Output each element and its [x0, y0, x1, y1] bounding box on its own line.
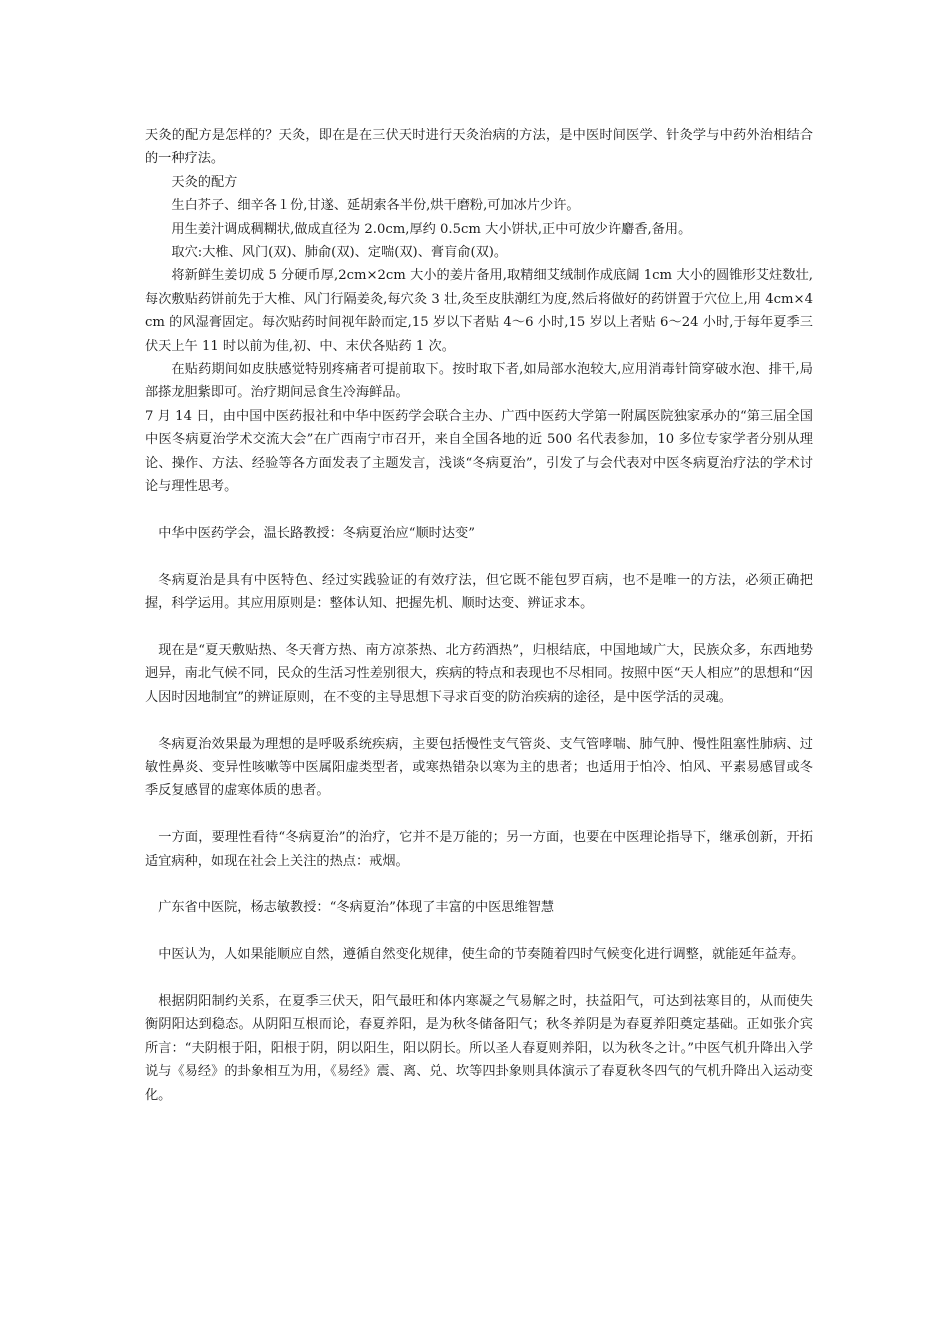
formula-preparation: 用生姜汁调成稠糊状,做成直径为 2.0cm,厚约 0.5cm 大小饼状,正中可放少许麝香,备用。 [171, 221, 692, 237]
formula-ingredients: 生白芥子、细辛各１份,甘遂、延胡索各半份,烘干磨粉,可加冰片少许。 [171, 198, 580, 214]
moxibustion-procedure: 将新鲜生姜切成 5 分硬币厚,2cm×2cm 大小的姜片备用,取精细艾绒制作成底阔 1cm 大小的圆锥形艾炷数壮,每次敷贴药饼前先于大椎、风门行隔姜灸,每穴灸 3 壮,灸至皮肤潮红为度,然后将做好的药饼置于穴位上,用 4cm×4cm 的风湿膏固定。每次贴药时间视年龄而定,15 岁以下者贴 4～6 小时,15 岁以上者贴 6～24 小时,于每年夏季三伏天上午 11 时以前为佳,初、中、末伏各贴药 1 次。 [145, 268, 813, 354]
intro-paragraph: 天灸的配方是怎样的？天灸，即在是在三伏天时进行天灸治病的方法，是中医时间医学、针灸学与中药外治相结合的一种疗法。 [145, 128, 813, 167]
section-heading-wen: 中华中医药学会，温长路教授：冬病夏治应“顺时达变” [158, 525, 475, 541]
wen-paragraph-4: 一方面，要理性看待“冬病夏治”的治疗，它并不是万能的；另一方面，也要在中医理论指导下，继承创新，开拓适宜病种，如现在社会上关注的热点：戒烟。 [145, 830, 813, 869]
acupoint-selection: 取穴:大椎、风门(双)、肺俞(双)、定喘(双)、膏肓俞(双)。 [171, 245, 508, 261]
document-page [145, 124, 813, 1107]
wen-paragraph-3: 冬病夏治效果最为理想的是呼吸系统疾病，主要包括慢性支气管炎、支气管哮喘、肺气肿、慢性阻塞性肺病、过敏性鼻炎、变异性咳嗽等中医属阳虚类型者，或寒热错杂以寒为主的患者；也适用于怕冷、怕风、平素易感冒或冬季反复感冒的虚寒体质的患者。 [145, 736, 813, 799]
wen-paragraph-2: 现在是“夏天敷贴热、冬天膏方热、南方凉茶热、北方药酒热”，归根结底，中国地域广大，民族众多，东西地势迥异，南北气候不同，民众的生活习性差别很大，疾病的特点和表现也不尽相同。按照中医“天人相应”的思想和“因人因时因地制宜”的辨证原则，在不变的主导思想下寻求百变的防治疾病的途径，是中医学活的灵魂。 [145, 642, 813, 705]
conference-paragraph: 7 月 14 日，由中国中医药报社和中华中医药学会联合主办、广西中医药大学第一附属医院独家承办的“第三届全国中医冬病夏治学术交流大会”在广西南宁市召开，来自全国各地的近 500 名代表参加，10 多位专家学者分别从理论、操作、方法、经验等各方面发表了主题发言，浅谈“冬病夏治”，引发了与会代表对中医冬病夏治疗法的学术讨论与理性思考。 [145, 408, 813, 495]
wen-paragraph-1: 冬病夏治是具有中医特色、经过实践验证的有效疗法，但它既不能包罗百病，也不是唯一的方法，必须正确把握，科学运用。其应用原则是：整体认知、把握先机、顺时达变、辨证求本。 [145, 572, 813, 612]
yang-paragraph-1: 中医认为，人如果能顺应自然，遵循自然变化规律，使生命的节奏随着四时气候变化进行调整，就能延年益寿。 [158, 947, 805, 963]
precautions-paragraph: 在贴药期间如皮肤感觉特别疼痛者可提前取下。按时取下者,如局部水泡较大,应用消毒针筒穿破水泡、排干,局部搽龙胆紫即可。治疗期间忌食生冷海鲜品。 [145, 362, 813, 401]
yang-paragraph-2: 根据阴阳制约关系，在夏季三伏天，阳气最旺和体内寒凝之气易解之时，扶益阳气，可达到祛寒目的，从而使失衡阴阳达到稳态。从阴阳互根而论，春夏养阳，是为秋冬储备阳气；秋冬养阴是为春夏养阳奠定基础。正如张介宾所言：“夫阴根于阳，阳根于阴，阴以阳生，阳以阴长。所以圣人春夏则养阳，以为秋冬之计。”中医气机升降出入学说与《易经》的卦象相互为用，《易经》震、离、兑、坎等四卦象则具体演示了春夏秋冬四气的气机升降出入运动变化。 [145, 993, 813, 1103]
formula-heading: 天灸的配方 [171, 174, 238, 190]
section-heading-yang: 广东省中医院，杨志敏教授：“冬病夏治”体现了丰富的中医思维智慧 [158, 900, 555, 916]
